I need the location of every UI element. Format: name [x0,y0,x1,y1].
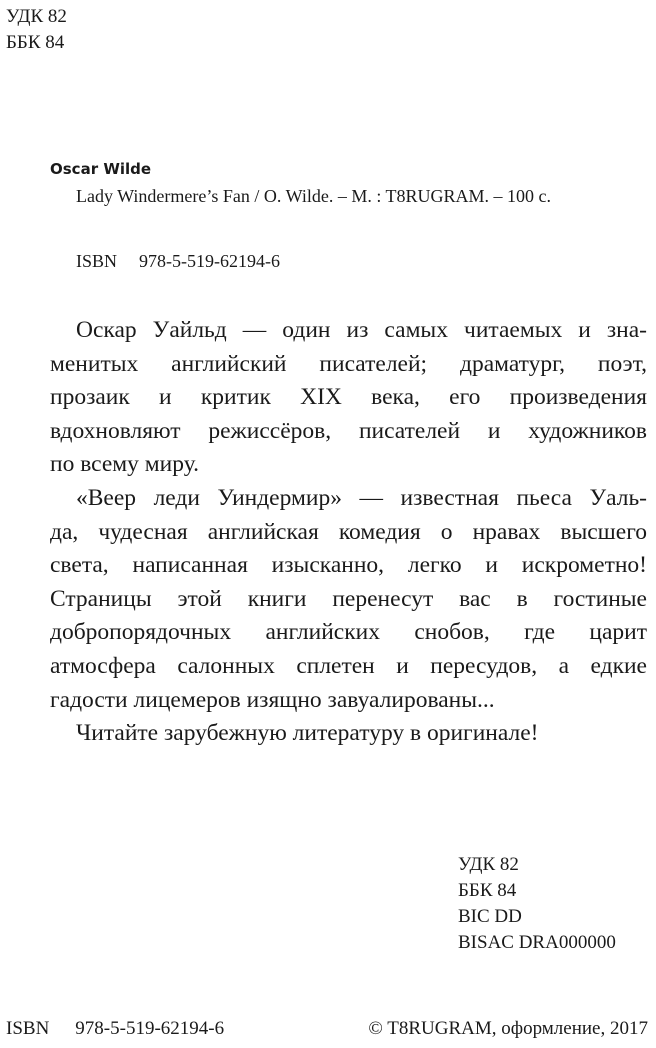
annotation-paragraph-3 [50,717,647,751]
annotation-line: Оскар Уайльд — один из самых читаемых и зна- [76,317,647,343]
bottom-classification-codes [458,852,616,956]
isbn-number: 978-5-519-62194-6 [139,251,280,271]
annotation-line: «Веер леди Уиндермир» — известная пьеса Уаль- [76,484,647,511]
annotation-line: да, чудесная английская комедия о нравах высшего [50,518,647,545]
annotation-line: по всему миру. [50,451,199,478]
bibliographic-citation: Lady Windermere’s Fan / O. Wilde. – M. : T8RUGRAM. – 100 с. [76,186,552,206]
top-bbk-code: ББК 84 [6,32,65,53]
annotation-line: света, написанная изысканно, легко и искрометно! [50,552,647,579]
copyright-notice: © T8RUGRAM, оформление, 2017 [368,1018,648,1039]
isbn-line [76,251,280,272]
footer-isbn [6,1018,224,1040]
annotation-line: добропорядочных английских снобов, где царит [50,619,647,646]
annotation-line: вдохновляют режиссёров, писателей и художников [50,417,647,444]
annotation-line: менитых английский писателей; драматург, поэт, [50,350,647,377]
book-annotation [50,314,647,751]
bottom-bbk-code: ББК 84 [458,880,517,901]
footer-isbn-number: 978-5-519-62194-6 [75,1018,225,1039]
author-name: Oscar Wilde [50,160,152,178]
annotation-line: Читайте зарубежную литературу в оригинале! [76,720,539,747]
bisac-code: BISAC DRA000000 [458,932,616,953]
annotation-line: атмосфера салонных сплетен и пересудов, а едкие [50,652,647,679]
annotation-line: прозаик и критик XIX века, его произведения [50,384,647,411]
footer-isbn-label: ISBN [6,1018,50,1039]
annotation-line: Страницы этой книги перенесут вас в гостиные [50,585,647,612]
annotation-line: гадости лицемеров изящно завуалированы... [50,686,495,713]
top-udk-code: УДК 82 [6,6,67,27]
isbn-label: ISBN [76,251,118,271]
annotation-paragraph-1 [50,314,647,482]
bottom-udk-code: УДК 82 [458,854,519,875]
bic-code: BIC DD [458,906,522,927]
annotation-paragraph-2 [50,482,647,717]
top-classification-codes [6,4,67,56]
